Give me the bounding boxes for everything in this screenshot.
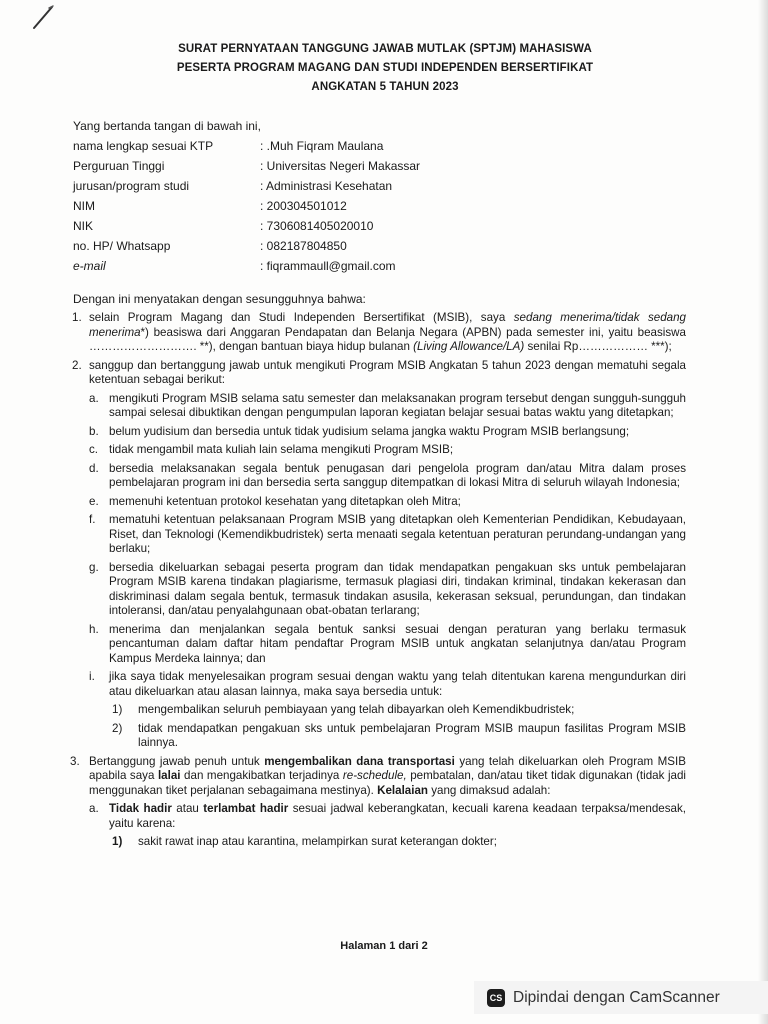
camscanner-text: Dipindai dengan CamScanner <box>513 988 720 1006</box>
subclause-text-bold: terlambat hadir <box>203 802 289 815</box>
title-line-1: SURAT PERNYATAAN TANGGUNG JAWAB MUTLAK (SPTJM) MAHASISWA <box>178 43 592 55</box>
clause-text: senilai Rp……………… ***); <box>524 340 672 353</box>
identity-label: nama lengkap sesuai KTP <box>73 139 214 153</box>
identity-label: NIK <box>73 219 94 233</box>
declaration-intro: Dengan ini menyatakan dengan sesungguhnya bahwa: <box>73 292 366 306</box>
subclause-i-1 <box>72 703 686 718</box>
identity-label: Perguruan Tinggi <box>73 159 165 173</box>
clause-text: Bertanggung jawab penuh untuk <box>89 754 265 768</box>
subclause-text: tidak mendapatkan pengakuan sks untuk pembelajaran Program MSIB maupun fasilitas Program MSIB lainnya. <box>138 721 686 749</box>
subclause-letter: c. <box>89 443 99 456</box>
subclause-text: bersedia dikeluarkan sebagai peserta program dan tidak mendapatkan pengakuan sks untuk pembelajaran Program MSIB karena tindakan plagiarisme, termasuk plagiasi diri, tindakan kriminal, tindakan kekerasan dan diskriminasi dalam segala bentuk, termasuk tindakan asusila, kekerasan seksual, perundungan, dan tindakan intoleransi, dan/atau penyalahgunaan obat-obatan terlarang; <box>109 560 686 617</box>
camscanner-logo-icon: CS <box>487 989 505 1007</box>
identity-value: : Administrasi Kesehatan <box>260 179 393 193</box>
subclause-h <box>72 623 686 667</box>
clause-number: 1. <box>72 311 82 324</box>
subclause-text: belum yudisium dan bersedia untuk tidak yudisium selama jangka waktu Program MSIB berlangsung; <box>109 424 630 438</box>
identity-value: : Universitas Negeri Makassar <box>260 159 421 173</box>
subclause-text: bersedia melaksanakan segala bentuk penugasan dari pengelola program dan/atau Mitra dalam proses pembelajaran program ini dan bersedia serta sanggup ditempatkan di lokasi Mitra di seluruh wilayah Indonesia; <box>109 461 686 489</box>
subclause-letter: f. <box>89 513 96 526</box>
subclause-text: atau <box>171 802 204 815</box>
pen-stroke-mark <box>30 4 56 30</box>
identity-value: : 7306081405020010 <box>260 219 374 233</box>
title-line-2: PESERTA PROGRAM MAGANG DAN STUDI INDEPENDEN BERSERTIFIKAT <box>176 62 594 74</box>
identity-value: : fiqrammaull@gmail.com <box>260 259 396 273</box>
clause-text: *) beasiswa dari Anggaran Pendapatan dan Belanja Negara (APBN) pada semester ini, yaitu beasiswa ………………………. **), dengan bantuan biaya hidup bulanan <box>89 325 686 353</box>
clause-text: pembatalan, dan/atau tiket tidak digunakan (tidak jadi menggunakan tiket perjalanan sebagaimana mestinya). <box>89 769 687 797</box>
subclause-letter: h. <box>89 622 99 636</box>
subclause-f <box>72 513 686 557</box>
clause-text: selain Program Magang dan Studi Independen Bersertifikat (MSIB), saya <box>89 311 514 324</box>
subclause-3a-1 <box>72 835 686 850</box>
declaration-body <box>72 311 686 854</box>
subclause-text: mengikuti Program MSIB selama satu semester dan melaksanakan program tersebut dengan sungguh-sungguh sampai selesai dibuktikan dengan pengumpulan laporan kegiatan belajar sesuai batas waktu yang ditetapkan; <box>109 391 686 419</box>
clause-3 <box>72 755 686 799</box>
clause-text-italic: re-schedule, <box>342 769 407 782</box>
clause-number: 2. <box>72 358 82 372</box>
subclause-d <box>72 462 686 491</box>
subclause-text: sesuai jadwal keberangkatan, kecuali karena keadaan terpaksa/mendesak, yaitu karena: <box>109 802 687 830</box>
identity-label: e-mail <box>73 259 106 273</box>
page-footer: Halaman 1 dari 2 <box>340 940 428 952</box>
subclause-c <box>72 443 686 458</box>
subclause-text: mengembalikan seluruh pembiayaan yang telah dibayarkan oleh Kemendikbudristek; <box>138 703 575 716</box>
subclause-i-2 <box>72 722 686 751</box>
subclause-letter: d. <box>89 461 99 475</box>
clause-text-bold: mengembalikan dana transportasi <box>264 754 455 768</box>
subclause-number: 1) <box>112 835 123 848</box>
subclause-letter: e. <box>89 494 99 508</box>
subclause-letter: a. <box>89 391 99 405</box>
subclause-number: 1) <box>112 703 123 716</box>
identity-value: : 200304501012 <box>260 199 347 213</box>
page-edge-shadow <box>758 0 768 1024</box>
clause-text-italic: sedang menerima/tidak sedang menerima <box>89 311 686 339</box>
clause-text-bold: Kelalaian <box>377 783 429 797</box>
clause-2 <box>72 359 686 388</box>
subclause-i <box>72 670 686 699</box>
identity-label: NIM <box>73 199 95 213</box>
clause-text: yang dimaksud adalah: <box>428 783 551 797</box>
subclause-a <box>72 392 686 421</box>
subclause-letter: b. <box>89 424 99 438</box>
clause-text: sanggup dan bertanggung jawab untuk mengikuti Program MSIB Angkatan 5 tahun 2023 dengan mematuhi segala ketentuan sebagai berikut: <box>89 358 686 386</box>
title-line-3: ANGKATAN 5 TAHUN 2023 <box>311 81 459 93</box>
subclause-text: tidak mengambil mata kuliah lain selama mengikuti Program MSIB; <box>109 443 454 456</box>
subclause-e <box>72 495 686 510</box>
subclause-letter: i. <box>89 670 95 683</box>
clause-text-italic: (Living Allowance/LA) <box>413 340 525 353</box>
clause-number: 3. <box>70 754 80 768</box>
subclause-3a <box>72 802 686 831</box>
clause-1 <box>72 311 686 355</box>
camscanner-watermark <box>474 981 768 1014</box>
clause-text: yang telah dikeluarkan oleh Program MSIB apabila saya <box>89 754 686 782</box>
subclause-b <box>72 425 686 440</box>
subclause-g <box>72 561 686 619</box>
identity-label: jurusan/program studi <box>73 179 190 193</box>
intro-text: Yang bertanda tangan di bawah ini, <box>73 119 261 133</box>
subclause-letter: a. <box>89 802 99 815</box>
subclause-text: menerima dan menjalankan segala bentuk sanksi sesuai dengan peraturan yang berlaku termasuk pencantuman dalam daftar hitam pendaftar Program MSIB untuk angkatan selanjutnya dan/atau Program Kampus Merdeka lainnya; dan <box>109 622 686 665</box>
subclause-text: mematuhi ketentuan pelaksanaan Program MSIB yang ditetapkan oleh Kementerian Pendidikan, Kebudayaan, Riset, dan Teknologi (Kemendikbudristek) serta menaati segala ketentuan peraturan perundang-undangan yang berlaku; <box>109 513 686 555</box>
identity-label: no. HP/ Whatsapp <box>73 239 171 253</box>
subclause-number: 2) <box>112 721 123 735</box>
identity-value: : .Muh Fiqram Maulana <box>260 139 384 153</box>
subclause-text: memenuhi ketentuan protokol kesehatan yang ditetapkan oleh Mitra; <box>109 494 461 508</box>
clause-text: dan mengakibatkan terjadinya <box>180 769 343 782</box>
identity-value: : 082187804850 <box>260 239 347 253</box>
subclause-letter: g. <box>89 560 99 574</box>
subclause-text-bold: Tidak hadir <box>109 802 172 815</box>
clause-text-bold: lalai <box>157 769 181 782</box>
subclause-text: jika saya tidak menyelesaikan program sesuai dengan waktu yang telah ditentukan karena mengundurkan diri atau dikeluarkan atau alasan lainnya, maka saya bersedia untuk: <box>109 670 686 698</box>
subclause-text: sakit rawat inap atau karantina, melampirkan surat keterangan dokter; <box>138 835 497 848</box>
